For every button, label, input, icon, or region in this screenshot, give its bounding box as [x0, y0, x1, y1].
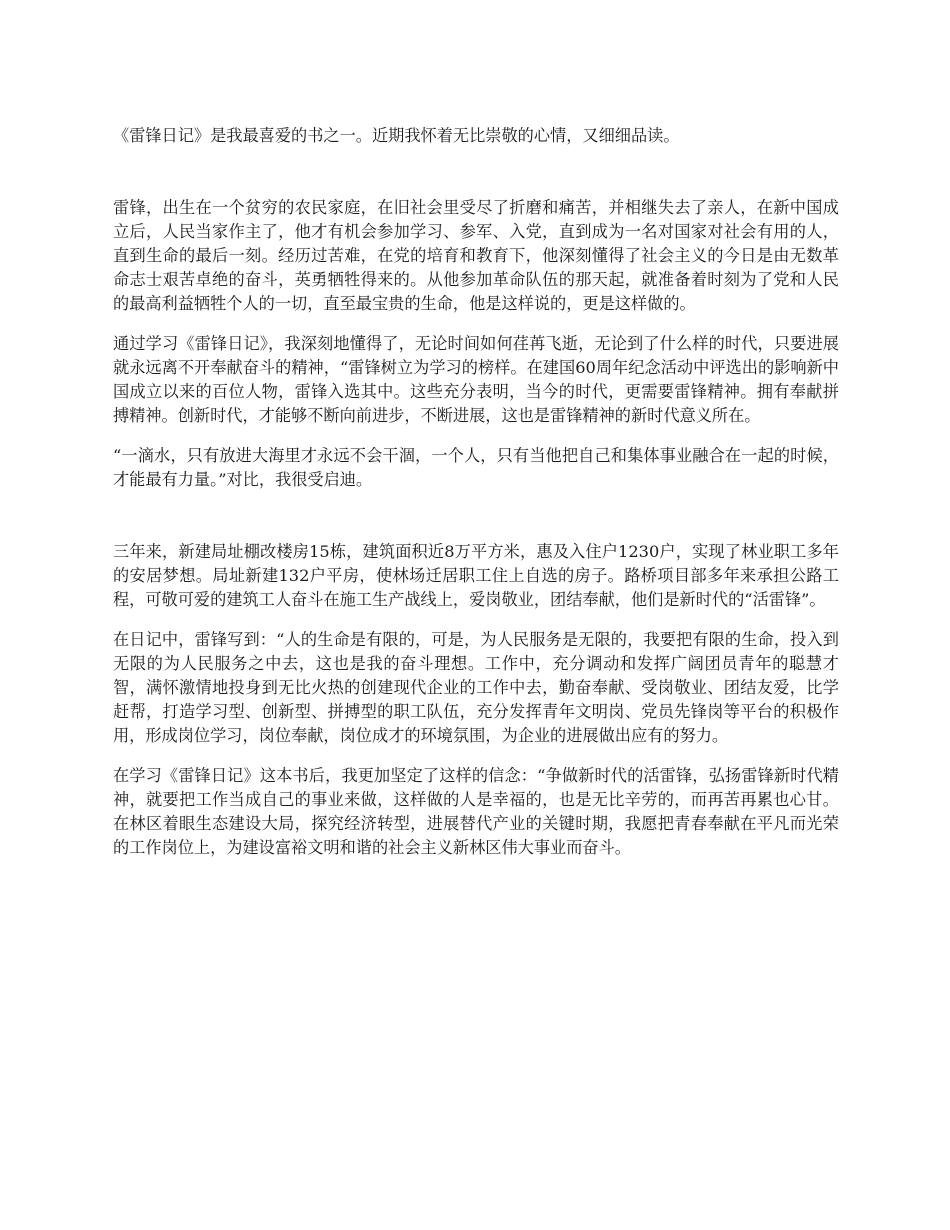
paragraph-achievements: 三年来，新建局址棚改楼房15栋，建筑面积近8万平方米，惠及入住户1230户，实现了林业职工多年的安居梦想。局址新建132户平房，使林场迁居职工住上自选的房子。路桥项目部多年来承担公路工程，可敬可爱的建筑工人奋斗在施工生产战线上，爱岗敬业，团结奉献，他们是新时代的“活雷锋”。 [113, 542, 839, 609]
paragraph-conclusion: 在学习《雷锋日记》这本书后，我更加坚定了这样的信念：“争做新时代的活雷锋，弘扬雷锋新时代精神，就要把工作当成自己的事业来做，这样做的人是幸福的，也是无比辛劳的，而再苦再累也心甘。在林区着眼生态建设大局，探究经济转型，进展替代产业的关键时期，我愿把青春奉献在平凡而光荣的工作岗位上，为建设富裕文明和谐的社会主义新林区伟大事业而奋斗。 [113, 766, 839, 857]
paragraph-intro: 《雷锋日记》是我最喜爱的书之一。近期我怀着无比崇敬的心情，又细细品读。 [113, 126, 680, 145]
paragraph-biography: 雷锋，出生在一个贫穷的农民家庭，在旧社会里受尽了折磨和痛苦，并相继失去了亲人，在新中国成立后，人民当家作主了，他才有机会参加学习、参军、入党，直到成为一名对国家对社会有用的人，直到生命的最后一刻。经历过苦难，在党的培育和教育下，他深刻懂得了社会主义的今日是由无数革命志士艰苦卓绝的奋斗，英勇牺牲得来的。从他参加革命队伍的那天起，就准备着时刻为了党和人民的最高利益牺牲个人的一切，直至最宝贵的生命，他是这样说的，更是这样做的。 [113, 198, 839, 313]
document-body [113, 124, 839, 860]
paragraph-diary-quote: 在日记中，雷锋写到：“人的生命是有限的，可是，为人民服务是无限的，我要把有限的生命，投入到无限的为人民服务之中去，这也是我的奋斗理想。工作中，充分调动和发挥广阔团员青年的聪慧才智，满怀激情地投身到无比火热的创建现代企业的工作中去，勤奋奉献、受岗敬业、团结友爱，比学赶帮，打造学习型、创新型、拼搏型的职工队伍，充分发挥青年文明岗、党员先锋岗等平台的积极作用，形成岗位学习，岗位奉献，岗位成才的环境氛围，为企业的进展做出应有的努力。 [113, 630, 839, 745]
paragraph-learning: 通过学习《雷锋日记》，我深刻地懂得了，无论时间如何荏苒飞逝，无论到了什么样的时代，只要进展就永远离不开奉献奋斗的精神，“雷锋树立为学习的榜样。在建国60周年纪念活动中评选出的影响新中国成立以来的百位人物，雷锋入选其中。这些充分表明，当今的时代，更需要雷锋精神。拥有奉献拼搏精神。创新时代，才能够不断向前进步，不断进展，这也是雷锋精神的新时代意义所在。 [113, 334, 839, 425]
paragraph-quote: “一滴水，只有放进大海里才永远不会干涸，一个人，只有当他把自己和集体事业融合在一起的时候，才能最有力量。”对比，我很受启迪。 [113, 446, 839, 489]
